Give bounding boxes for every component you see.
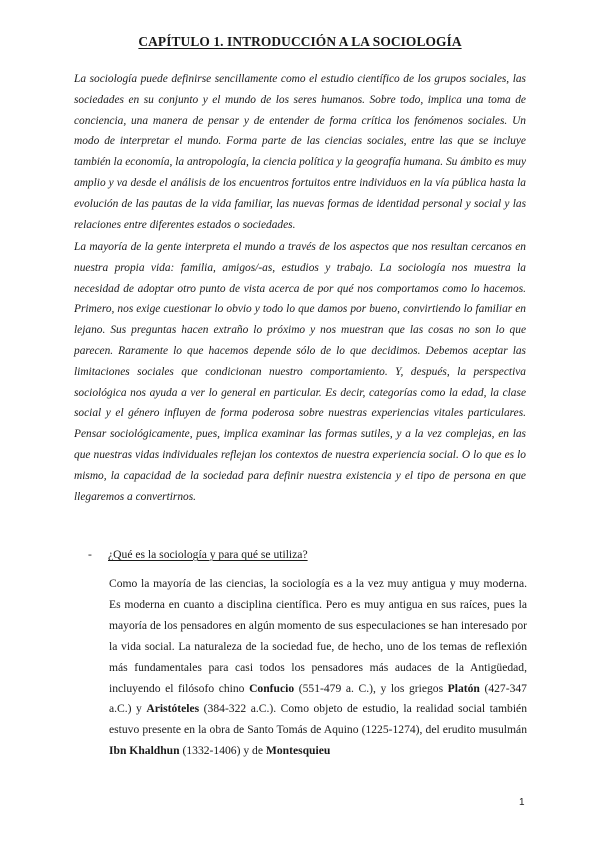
bullet-dash: - [88, 548, 92, 561]
section-question: ¿Qué es la sociología y para qué se utiliza? [108, 548, 308, 561]
intro-paragraph-2: La mayoría de la gente interpreta el mundo a través de los aspectos que nos resultan cercanos en nuestra propia vida: familia, amigos/-as, estudios y trabajo. La sociología nos muestra la necesidad de adoptar otro punto de vista acerca de por qué nos comportamos como lo hacemos. Primero, nos exige cuestionar lo obvio y todo lo que damos por bueno, convirtiendo lo familiar en lejano. Sus preguntas hacen extraño lo próximo y nos muestran que las cosas no son lo que parecen. Raramente lo que hacemos depende sólo de lo que decidimos. Debemos aceptar las limitaciones sociales que condicionan nuestro comportamiento. Y, después, la perspectiva sociológica nos ayuda a ver lo general en particular. Es decir, categorías como la edad, la clase social y el género influyen de forma poderosa sobre nuestras experiencias vitales particulares. Pensar sociológicamente, pues, implica examinar las formas sutiles, y a la vez complejas, en las que nuestras vidas individuales reflejan los contextos de nuestra experiencia social. O lo que es lo mismo, la capacidad de la sociedad para definir nuestra existencia y el tipo de persona en que llegaremos a convertirnos. [74, 241, 526, 503]
name-ibn-khaldhun: Ibn Khaldhun [109, 744, 180, 758]
page-number: 1 [519, 797, 525, 808]
name-aristoteles: Aristóteles [146, 702, 200, 716]
body-text-1: Como la mayoría de las ciencias, la sociología es a la vez muy antigua y muy moderna. Es moderna en cuanto a disciplina científica. Pero es muy antigua en sus raíces, pues la mayoría de los pensadores en algún momento de sus especulaciones se han interesado por la vida social. La naturaleza de la sociedad fue, de hecho, uno de los temas de reflexión más fundamentales para casi todos los pensadores más audaces de la Antigüedad, incluyendo el filósofo chino [109, 577, 527, 695]
name-montesquieu: Montesquieu [265, 744, 331, 758]
body-text-4: (384-322 a.C.). Como objeto de estudio, la realidad social también estuvo presente en la obra de Santo Tomás de Aquino (1225-1274), del erudito musulmán [109, 702, 527, 737]
name-confucio: Confucio [249, 681, 295, 695]
body-text-3: (427-347 a.C.) y [109, 681, 527, 716]
body-paragraph [109, 574, 527, 762]
name-platon: Platón [447, 681, 480, 695]
body-text-5: (1332-1406) y de [179, 744, 266, 758]
chapter-title-text: CAPÍTULO 1. INTRODUCCIÓN A LA SOCIOLOGÍA [138, 34, 462, 49]
body-text-2: (551-479 a. C.), y los griegos [294, 681, 448, 695]
intro-paragraph-1: La sociología puede definirse sencillamente como el estudio científico de los grupos sociales, las sociedades en su conjunto y el mundo de los seres humanos. Sobre todo, implica una toma de conciencia, una manera de pensar y de entender de forma crítica los fenómenos sociales. Un modo de interpretar el mundo. Forma parte de las ciencias sociales, entre las que se incluye también la economía, la antropología, la ciencia política y la geografía humana. Su ámbito es muy amplio y va desde el análisis de los encuentros fortuitos entre individuos en la vía pública hasta la evolución de las pautas de la vida familiar, las nuevas formas de identidad personal y social y las relaciones entre diferentes estados o sociedades. [74, 73, 526, 231]
chapter-title [0, 34, 600, 50]
